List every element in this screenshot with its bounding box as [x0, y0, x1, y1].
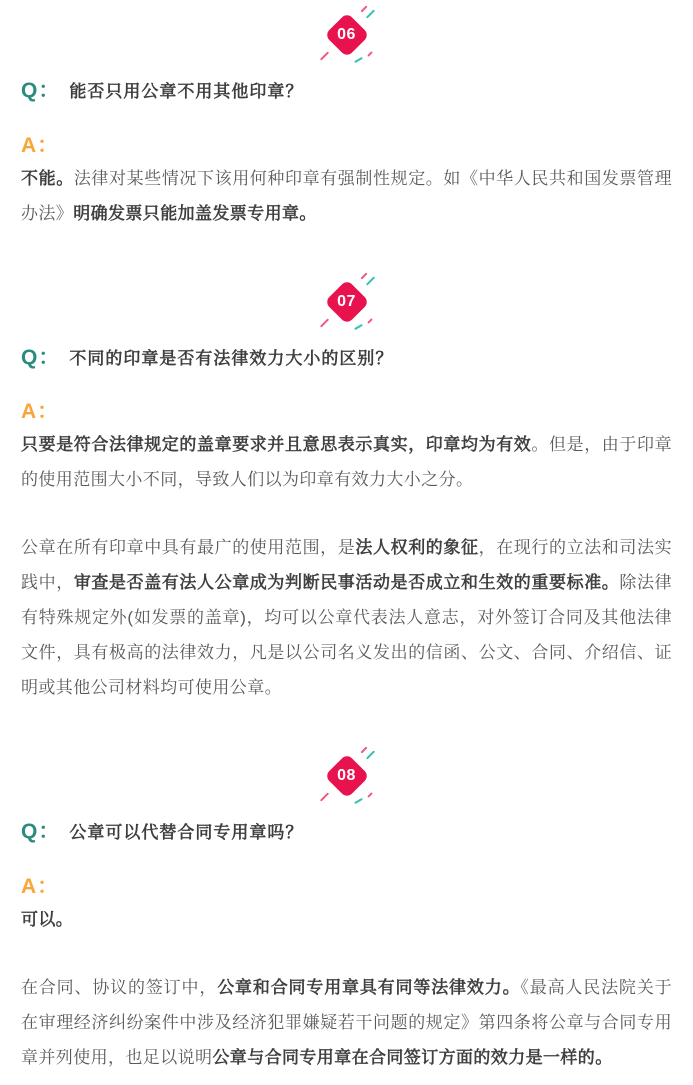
- answer-text: 法律对某些情况下该用何种印章有强制性规定。如《中华人民共和国发票管理办法》: [21, 168, 672, 223]
- answer-body: [21, 902, 672, 1075]
- answer-body: [21, 161, 672, 231]
- section-number: 06: [337, 26, 356, 43]
- question-text: 能否只用公章不用其他印章？: [69, 82, 304, 101]
- answer-paragraph: [21, 970, 672, 1075]
- section-number: 07: [337, 292, 356, 310]
- answer-body: [21, 427, 672, 705]
- section-number-badge: [317, 273, 377, 331]
- answer-text-bold: 可以。: [21, 909, 74, 929]
- answer-text: 。但是，由于印章的使用范围大小不同，导致人们以为印章有效力大小之分。: [21, 435, 672, 489]
- question-row: [21, 74, 672, 105]
- qa-section: [0, 747, 693, 1075]
- answer-text: 公章在所有印章中具有最广的使用范围，是: [21, 538, 356, 557]
- answer-label: A：: [21, 874, 60, 898]
- question-text: 公章可以代替合同专用章吗？: [69, 823, 304, 842]
- qa-section: [0, 6, 693, 231]
- answer-text: 在合同、协议的签订中，: [21, 977, 218, 997]
- answer-text-bold: 只要是符合法律规定的盖章要求并且意思表示真实，印章均为有效: [21, 435, 532, 454]
- answer-text-bold: 不能。: [21, 168, 74, 188]
- answer-text: 除法律有特殊规定外(如发票的盖章)，均可以公章代表法人意志，对外签订合同及其他法律文件，具有极高的法律效力，凡是以公司名义发出的信函、公文、合同、介绍信、证明或其他公司材料均可使用公章。: [21, 573, 673, 697]
- answer-paragraph: [21, 161, 672, 231]
- question-text: 不同的印章是否有法律效力大小的区别？: [69, 348, 394, 368]
- answer-label: A：: [21, 400, 60, 423]
- answer-text: 《最高人民法院关于在审理经济纠纷案件中涉及经济犯罪嫌疑若干问题的规定》第四条将公章与合同专用章并列使用，也足以说明: [21, 977, 672, 1067]
- answer-text: ，在现行的立法和司法实践中，: [21, 538, 672, 592]
- question-row: [21, 815, 672, 846]
- answer-paragraph: [21, 427, 672, 497]
- answer-text-bold: 公章与合同专用章在合同签订方面的效力是一样的。: [212, 1047, 613, 1067]
- answer-paragraph: [21, 530, 672, 705]
- question-label: Q：: [21, 820, 61, 843]
- question-label: Q：: [21, 345, 61, 369]
- answer-text-bold: 审查是否盖有法人公章成为判断民事活动是否成立和生效的重要标准。: [73, 573, 620, 592]
- question-row: [21, 341, 672, 372]
- qa-section: [0, 273, 693, 706]
- answer-paragraph: [21, 902, 672, 937]
- answer-text-bold: 明确发票只能加盖发票专用章。: [73, 203, 317, 223]
- section-number: 08: [337, 767, 356, 784]
- question-label: Q：: [21, 79, 61, 102]
- section-number-badge: [317, 6, 377, 64]
- answer-text-bold: 法人权利的象征: [355, 538, 479, 557]
- section-number-badge: [317, 747, 377, 805]
- answer-text-bold: 公章和合同专用章具有同等法律效力。: [217, 977, 521, 997]
- answer-label: A：: [21, 133, 60, 157]
